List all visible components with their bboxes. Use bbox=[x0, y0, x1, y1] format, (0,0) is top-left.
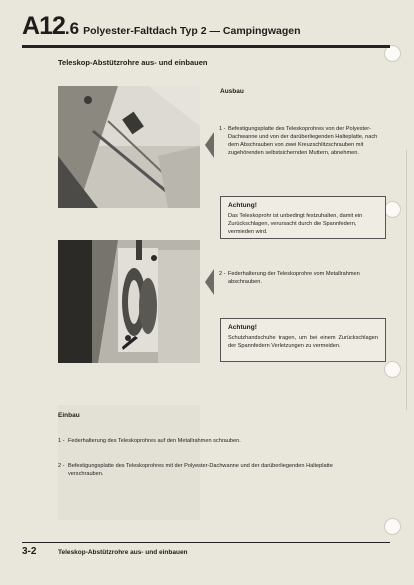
step-number: 1 - bbox=[219, 126, 226, 132]
photo-telescope-mount bbox=[58, 86, 200, 208]
pointer-arrow-icon bbox=[205, 269, 214, 295]
step-text: Befestigungsplatte des Teleskoprohres von der Polyester-Dachwanne und von der darüberliegenden Halteplatte, nach dem Abschrauben von zwei Kreuzschlitzschrauben mit zugehörenden selbstsichernden Muttern, abnehmen. bbox=[228, 126, 378, 156]
page-number: 3-2 bbox=[22, 546, 37, 557]
einbau-step-1 bbox=[58, 437, 388, 445]
ausbau-step-1 bbox=[219, 125, 387, 157]
warning-title: Achtung! bbox=[228, 324, 257, 331]
step-text: Federhalterung des Teleskoprohres auf den Metallrahmen schrauben. bbox=[68, 438, 241, 444]
step-number: 2 - bbox=[58, 463, 65, 469]
pointer-arrow-icon bbox=[205, 132, 214, 158]
warning-box-1 bbox=[220, 196, 386, 239]
header-title: Polyester-Faltdach Typ 2 — Campingwagen bbox=[83, 25, 301, 37]
punch-hole bbox=[384, 201, 401, 218]
warning-text: Das Teleskoprohr ist unbedingt festzuhalten, damit ein Zurückschlagen, verursacht durch die Spannfedern, vermieden wird. bbox=[228, 213, 363, 235]
header-rule bbox=[22, 45, 390, 48]
section-code-decimal: .6 bbox=[64, 19, 80, 38]
einbau-step-2 bbox=[58, 462, 368, 478]
section-code-letter: A bbox=[22, 12, 40, 40]
footer-rule bbox=[22, 542, 390, 543]
punch-hole bbox=[384, 361, 401, 378]
step-text: Federhalterung der Teleskoprohre vom Metallrahmen abschrauben. bbox=[228, 271, 360, 285]
step-number: 1 - bbox=[58, 438, 65, 444]
punch-hole bbox=[384, 518, 401, 535]
warning-box-2 bbox=[220, 318, 386, 362]
step-number: 2 - bbox=[219, 271, 226, 277]
einbau-heading: Einbau bbox=[58, 412, 80, 419]
warning-text: Schutzhandschuhe tragen, um bei einem Zurückschlagen der Spannfedern Verletzungen zu vermeiden. bbox=[228, 335, 378, 349]
step-text: Befestigungsplatte des Teleskoprohres mit der Polyester-Dachwanne und der darüberliegenden Halteplatte verschrauben. bbox=[68, 463, 333, 477]
footer-title: Teleskop-Abstützrohre aus- und einbauen bbox=[58, 549, 188, 556]
section-code-number: 12 bbox=[39, 12, 65, 40]
ausbau-heading: Ausbau bbox=[220, 88, 244, 95]
section-code bbox=[22, 14, 79, 39]
page-edge-line bbox=[406, 150, 407, 410]
page-header bbox=[22, 14, 301, 39]
photo-spring-holder bbox=[58, 240, 200, 363]
warning-title: Achtung! bbox=[228, 202, 257, 209]
section-title: Teleskop-Abstützrohre aus- und einbauen bbox=[58, 58, 208, 67]
ausbau-step-2 bbox=[219, 270, 387, 286]
